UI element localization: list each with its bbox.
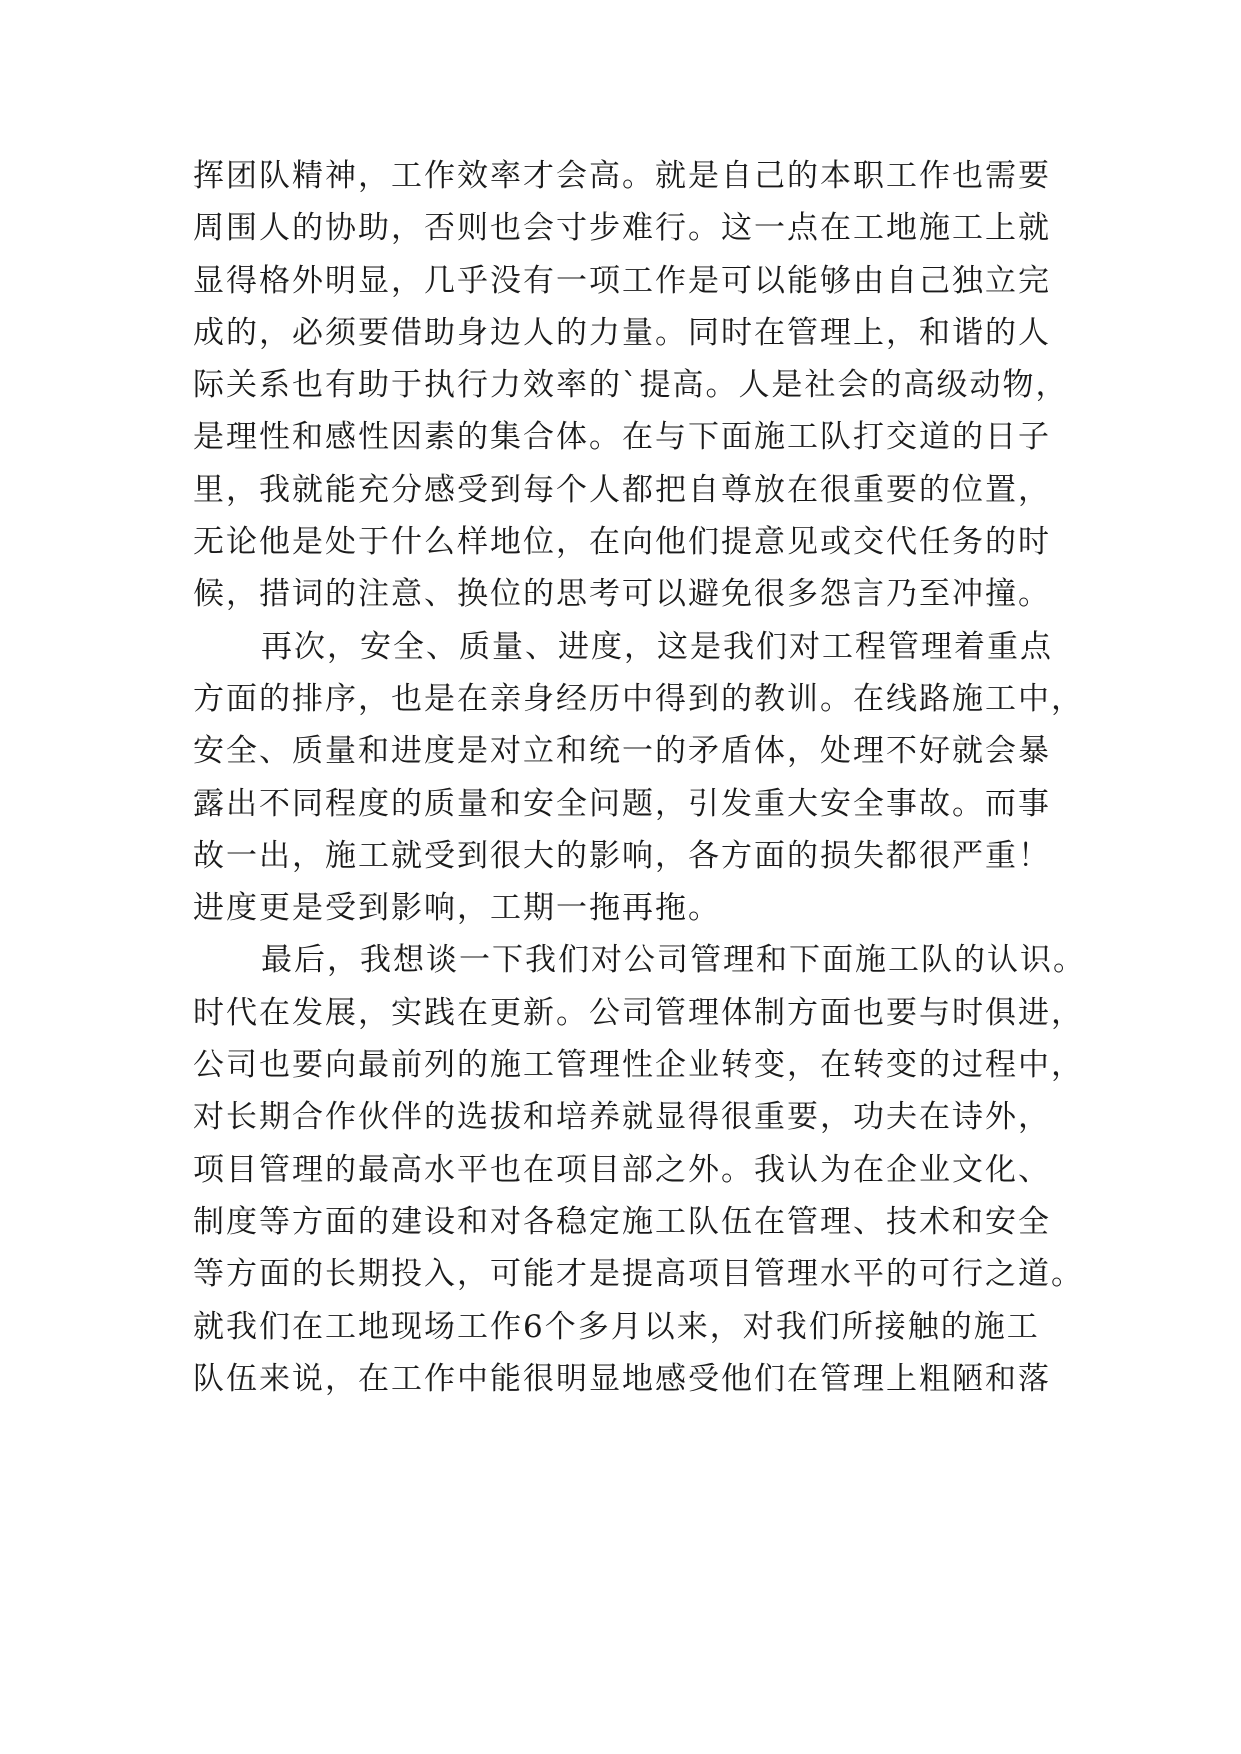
text-line: 际关系也有助于执行力效率的`提高。人是社会的高级动物， — [193, 367, 1069, 404]
text-line: 候，措词的注意、换位的思考可以避免很多怨言乃至冲撞。 — [193, 576, 1051, 613]
text-line: 是理性和感性因素的集合体。在与下面施工队打交道的日子 — [193, 419, 1051, 456]
text-line: 无论他是处于什么样地位，在向他们提意见或交代任务的时 — [193, 524, 1051, 561]
text-line: 对长期合作伙伴的选拔和培养就显得很重要，功夫在诗外， — [193, 1099, 1051, 1136]
text-line: 等方面的长期投入，可能才是提高项目管理水平的可行之道。 — [193, 1256, 1084, 1293]
text-line: 显得格外明显，几乎没有一项工作是可以能够由自己独立完 — [193, 262, 1051, 299]
text-line: 挥团队精神，工作效率才会高。就是自己的本职工作也需要 — [193, 158, 1051, 194]
text-line: 公司也要向最前列的施工管理性企业转变，在转变的过程中， — [193, 1047, 1084, 1084]
paragraph-start-line: 最后，我想谈一下我们对公司管理和下面施工队的认识。 — [261, 942, 1086, 979]
text-line: 方面的排序，也是在亲身经历中得到的教训。在线路施工中， — [193, 680, 1084, 717]
text-line: 故一出，施工就受到很大的影响，各方面的损失都很严重！ — [193, 837, 1051, 874]
text-line: 进度更是受到影响，工期一拖再拖。 — [193, 890, 721, 927]
text-line: 安全、质量和进度是对立和统一的矛盾体，处理不好就会暴 — [193, 733, 1051, 770]
text-line: 里，我就能充分感受到每个人都把自尊放在很重要的位置， — [193, 471, 1051, 508]
text-line: 项目管理的最高水平也在项目部之外。我认为在企业文化、 — [193, 1151, 1051, 1188]
body-text — [193, 150, 1086, 1405]
text-line: 制度等方面的建设和对各稳定施工队伍在管理、技术和安全 — [193, 1203, 1051, 1240]
text-line: 就我们在工地现场工作6个多月以来，对我们所接触的施工 — [193, 1308, 1040, 1345]
text-line: 队伍来说，在工作中能很明显地感受他们在管理上粗陋和落 — [193, 1360, 1051, 1397]
text-line: 成的，必须要借助身边人的力量。同时在管理上，和谐的人 — [193, 314, 1051, 351]
text-line: 露出不同程度的质量和安全问题，引发重大安全事故。而事 — [193, 785, 1051, 822]
paragraph-start-line: 再次，安全、质量、进度，这是我们对工程管理着重点 — [261, 628, 1053, 665]
text-line: 周围人的协助，否则也会寸步难行。这一点在工地施工上就 — [193, 210, 1051, 247]
text-line: 时代在发展，实践在更新。公司管理体制方面也要与时俱进， — [193, 994, 1084, 1031]
